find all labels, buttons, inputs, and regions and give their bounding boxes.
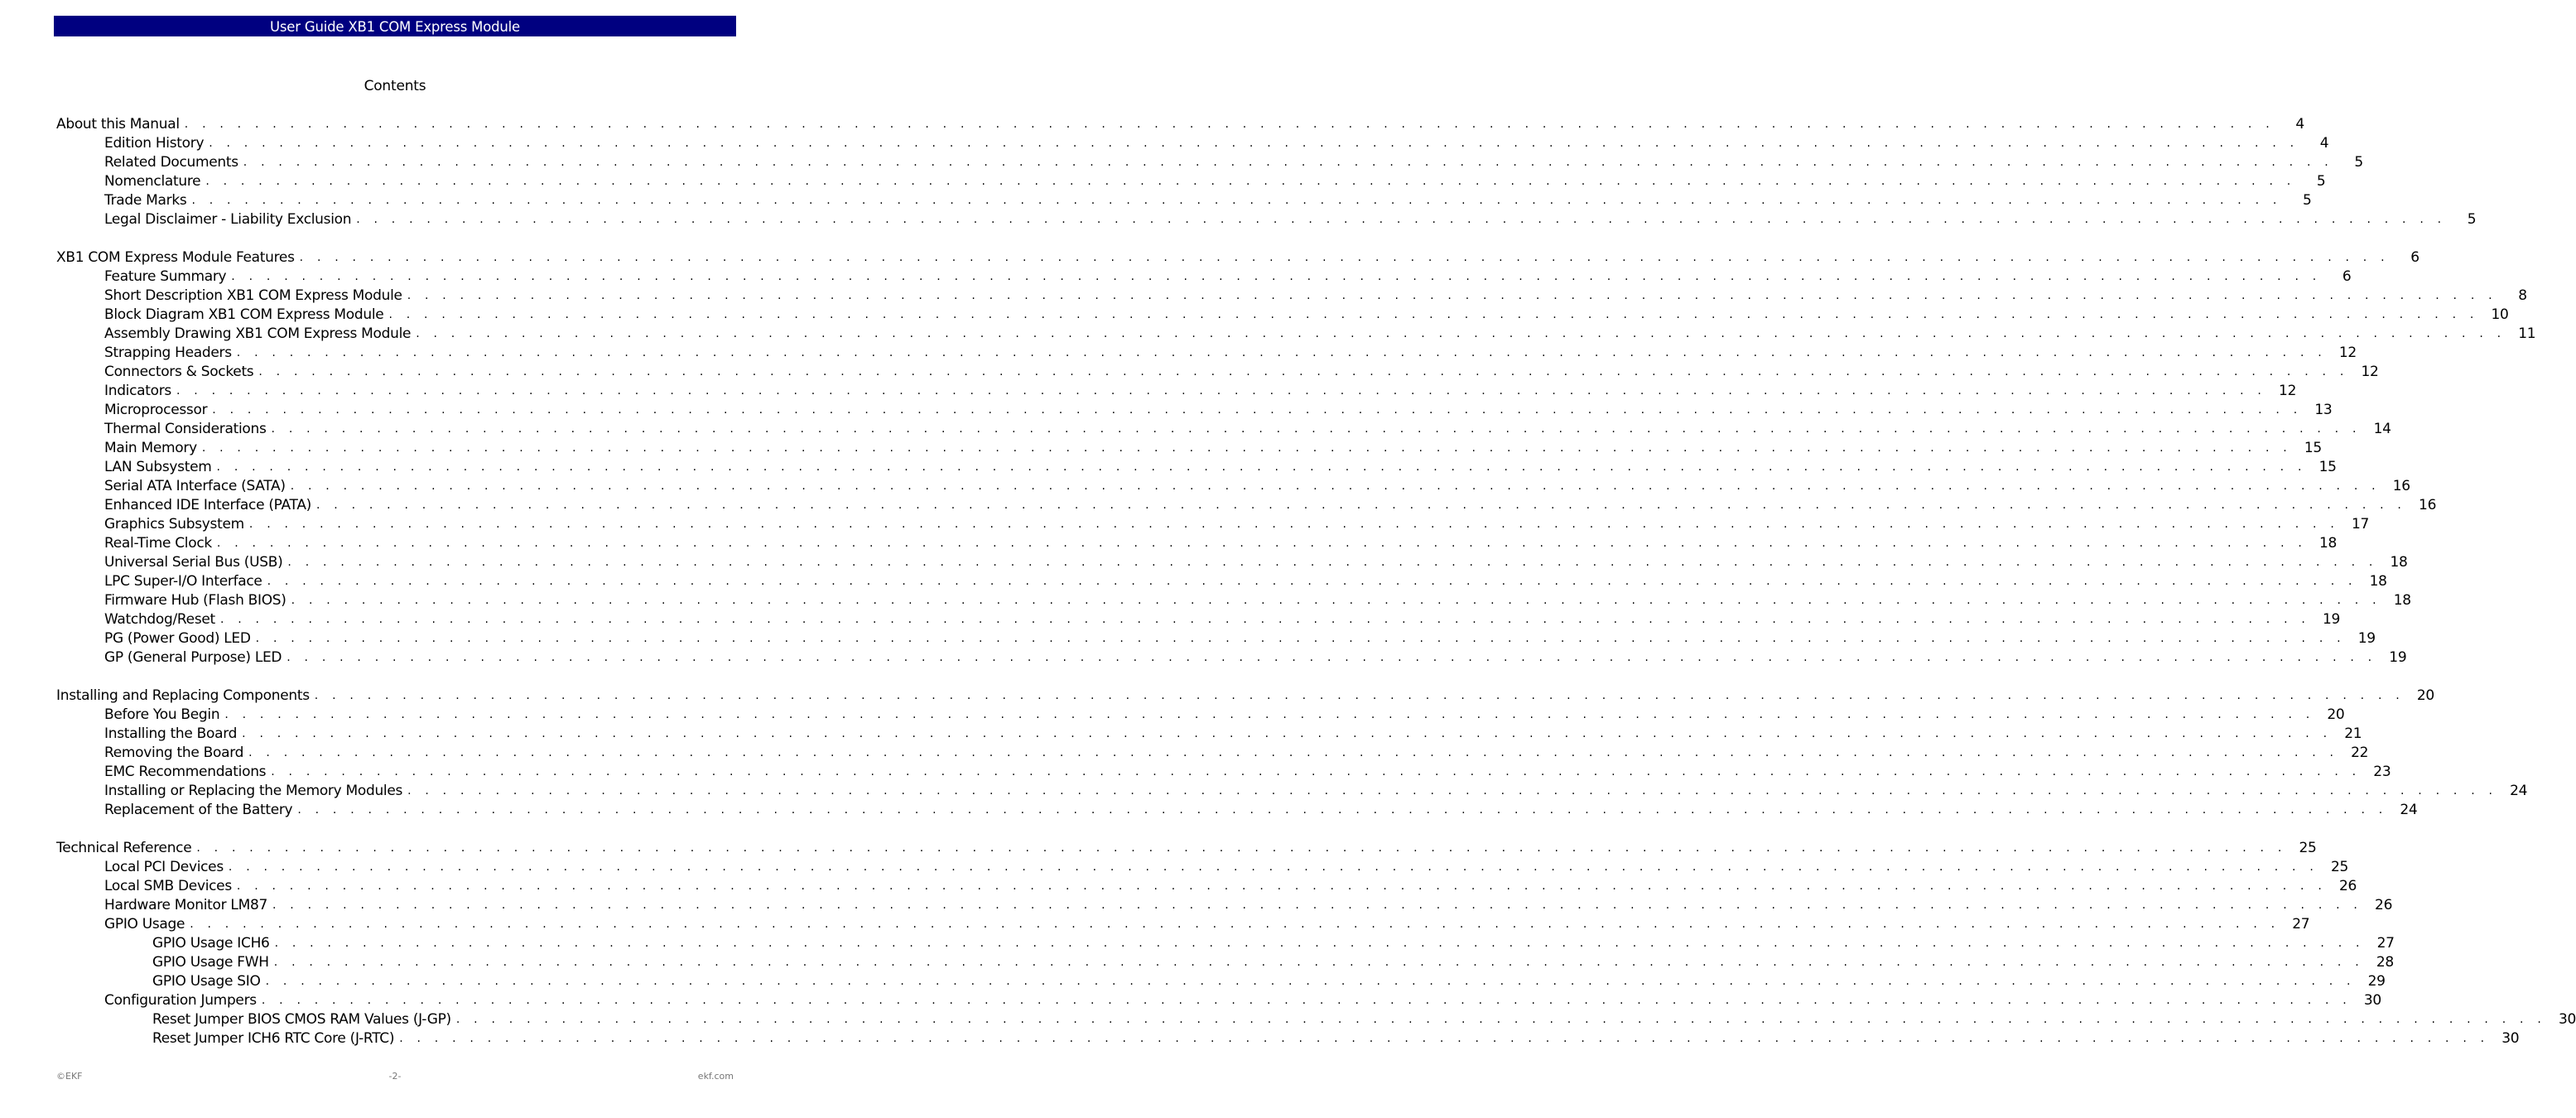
toc-entry[interactable] xyxy=(104,210,2477,229)
toc-entry-page: 20 xyxy=(2327,706,2345,723)
toc-entry[interactable] xyxy=(152,934,2395,953)
toc-entry-page: 27 xyxy=(2376,935,2395,952)
toc-entry-label: Enhanced IDE Interface (PATA) xyxy=(104,497,311,513)
toc-entry-label: Main Memory xyxy=(104,440,197,456)
toc-entry-page: 6 xyxy=(2410,249,2420,266)
toc-entry[interactable] xyxy=(104,782,2528,801)
toc-leader-dots: . . . . . . . . . . . . . . . . . . . . . . . . . . . . . . . . . . . . . . . . . . . . . . . . . . . . . . . . . . . . . . . . . . . . . . . . . . . . . . . . . . . . . . . . . . . . . . . . . . . . . . . . . . . . . . . . . . . . . . . xyxy=(209,137,2299,150)
toc-entry-page: 5 xyxy=(2303,192,2312,209)
toc-entry[interactable] xyxy=(104,382,2297,401)
toc-entry-label: Assembly Drawing XB1 COM Express Module xyxy=(104,325,412,342)
toc-entry-page: 16 xyxy=(2419,497,2437,513)
toc-entry[interactable] xyxy=(104,477,2410,496)
toc-entry-label: Local PCI Devices xyxy=(104,859,224,875)
toc-entry-label: Block Diagram XB1 COM Express Module xyxy=(104,306,384,323)
toc-leader-dots: . . . . . . . . . . . . . . . . . . . . . . . . . . . . . . . . . . . . . . . . . . . . . . . . . . . . . . . . . . . . . . . . . . . . . . . . . . . . . . . . . . . . . . . . . . . . . . . . . . . . . . . . . . . . . . . . . . . . . . . xyxy=(201,441,2292,455)
toc-entry[interactable] xyxy=(104,267,2352,287)
toc-leader-dots: . . . . . . . . . . . . . . . . . . . . . . . . . . . . . . . . . . . . . . . . . . . . . . . . . . . . . . . . . . . . . . . . . . . . . . . . . . . . . . . . . . . . . . . . . . . . . . . . . . . . . . . . . . . . . . . . . . . . . . . xyxy=(271,422,2362,436)
toc-entry-label: Trade Marks xyxy=(104,192,187,209)
toc-entry-label: Technical Reference xyxy=(56,840,192,856)
toc-leader-dots: . . . . . . . . . . . . . . . . . . . . . . . . . . . . . . . . . . . . . . . . . . . . . . . . . . . . . . . . . . . . . . . . . . . . . . . . . . . . . . . . . . . . . . . . . . . . . . . . . . . . . . . . . . . . . . . . . . . . . . . xyxy=(290,479,2381,493)
toc-entry-page: 13 xyxy=(2314,402,2333,418)
toc-leader-dots: . . . . . . . . . . . . . . . . . . . . . . . . . . . . . . . . . . . . . . . . . . . . . . . . . . . . . . . . . . . . . . . . . . . . . . . . . . . . . . . . . . . . . . . . . . . . . . . . . . . . . . . . . . . . . . . . . . . . . . . xyxy=(287,556,2378,569)
toc-entry[interactable] xyxy=(104,991,2381,1010)
toc-entry-page: 30 xyxy=(2363,992,2381,1009)
toc-entry[interactable] xyxy=(104,325,2536,344)
footer-website: ekf.com xyxy=(697,1071,734,1082)
toc-entry[interactable] xyxy=(104,763,2391,782)
toc-leader-dots: . . . . . . . . . . . . . . . . . . . . . . . . . . . . . . . . . . . . . . . . . . . . . . . . . . . . . . . . . . . . . . . . . . . . . . . . . . . . . . . . . . . . . . . . . . . . . . . . . . . . . . . . . . . . . . . . . . . . . . . xyxy=(261,994,2352,1007)
toc-entry[interactable] xyxy=(104,610,2341,629)
toc-entry-label: XB1 COM Express Module Features xyxy=(56,249,295,266)
toc-entry-label: Before You Begin xyxy=(104,706,220,723)
toc-entry-page: 30 xyxy=(2501,1030,2520,1047)
toc-entry-label: Serial ATA Interface (SATA) xyxy=(104,478,286,494)
contents-heading: Contents xyxy=(364,78,426,94)
toc-entry-label: Connectors & Sockets xyxy=(104,364,254,380)
toc-entry-label: Installing and Replacing Components xyxy=(56,687,310,704)
toc-entry-page: 28 xyxy=(2376,954,2394,971)
toc-entry-page: 26 xyxy=(2375,897,2393,913)
toc-leader-dots: . . . . . . . . . . . . . . . . . . . . . . . . . . . . . . . . . . . . . . . . . . . . . . . . . . . . . . . . . . . . . . . . . . . . . . . . . . . . . . . . . . . . . . . . . . . . . . . . . . . . . . . . . . . . . . . . . . . . . . . xyxy=(196,841,2287,855)
toc-entry[interactable] xyxy=(104,915,2310,934)
toc-entry[interactable] xyxy=(104,515,2370,534)
toc-entry[interactable] xyxy=(104,153,2363,172)
toc-entry-label: Thermal Considerations xyxy=(104,421,267,437)
toc-entry[interactable] xyxy=(104,725,2362,744)
toc-entry[interactable] xyxy=(56,839,2317,858)
toc-entry-page: 29 xyxy=(2367,973,2386,990)
toc-entry-label: GPIO Usage xyxy=(104,916,185,932)
toc-entry-page: 16 xyxy=(2392,478,2410,494)
toc-leader-dots: . . . . . . . . . . . . . . . . . . . . . . . . . . . . . . . . . . . . . . . . . . . . . . . . . . . . . . . . . . . . . . . . . . . . . . . . . . . . . . . . . . . . . . . . . . . . . . . . . . . . . . . . . . . . . . . . . . . . . . . xyxy=(273,956,2364,969)
toc-entry-page: 18 xyxy=(2393,592,2411,609)
toc-entry-page: 18 xyxy=(2369,573,2387,590)
toc-entry-label: Feature Summary xyxy=(104,268,227,285)
toc-entry[interactable] xyxy=(104,420,2391,439)
toc-entry-page: 22 xyxy=(2351,745,2369,761)
toc-entry[interactable] xyxy=(104,344,2357,363)
toc-entry-label: Hardware Monitor LM87 xyxy=(104,897,267,913)
toc-leader-dots: . . . . . . . . . . . . . . . . . . . . . . . . . . . . . . . . . . . . . . . . . . . . . . . . . . . . . . . . . . . . . . . . . . . . . . . . . . . . . . . . . . . . . . . . . . . . . . . . . . . . . . . . . . . . . . . . . . . . . . . xyxy=(267,575,2357,588)
toc-entry-label: Watchdog/Reset xyxy=(104,611,215,628)
toc-entry-page: 17 xyxy=(2351,516,2370,532)
toc-leader-dots: . . . . . . . . . . . . . . . . . . . . . . . . . . . . . . . . . . . . . . . . . . . . . . . . . . . . . . . . . . . . . . . . . . . . . . . . . . . . . . . . . . . . . . . . . . . . . . . . . . . . . . . . . . . . . . . . . . . . . . . xyxy=(274,937,2365,950)
toc-leader-dots: . . . . . . . . . . . . . . . . . . . . . . . . . . . . . . . . . . . . . . . . . . . . . . . . . . . . . . . . . . . . . . . . . . . . . . . . . . . . . . . . . . . . . . . . . . . . . . . . . . . . . . . . . . . . . . . . . . . . . . . xyxy=(314,689,2405,702)
toc-entry[interactable] xyxy=(104,287,2527,306)
toc-entry[interactable] xyxy=(104,191,2312,210)
toc-entry-page: 18 xyxy=(2390,554,2408,571)
footer-copyright: ©EKF xyxy=(56,1071,83,1082)
toc-leader-dots: . . . . . . . . . . . . . . . . . . . . . . . . . . . . . . . . . . . . . . . . . . . . . . . . . . . . . . . . . . . . . . . . . . . . . . . . . . . . . . . . . . . . . . . . . . . . . . . . . . . . . . . . . . . . . . . . . . . . . . . xyxy=(399,1032,2490,1045)
toc-leader-dots: . . . . . . . . . . . . . . . . . . . . . . . . . . . . . . . . . . . . . . . . . . . . . . . . . . . . . . . . . . . . . . . . . . . . . . . . . . . . . . . . . . . . . . . . . . . . . . . . . . . . . . . . . . . . . . . . . . . . . . . xyxy=(407,289,2497,302)
toc-entry-page: 12 xyxy=(2338,345,2357,361)
toc-leader-dots: . . . . . . . . . . . . . . . . . . . . . . . . . . . . . . . . . . . . . . . . . . . . . . . . . . . . . . . . . . . . . . . . . . . . . . . . . . . . . . . . . . . . . . . . . . . . . . . . . . . . . . . . . . . . . . . . . . . . . . . xyxy=(315,499,2407,512)
toc-leader-dots: . . . . . . . . . . . . . . . . . . . . . . . . . . . . . . . . . . . . . . . . . . . . . . . . . . . . . . . . . . . . . . . . . . . . . . . . . . . . . . . . . . . . . . . . . . . . . . . . . . . . . . . . . . . . . . . . . . . . . . . xyxy=(228,860,2319,874)
toc-leader-dots: . . . . . . . . . . . . . . . . . . . . . . . . . . . . . . . . . . . . . . . . . . . . . . . . . . . . . . . . . . . . . . . . . . . . . . . . . . . . . . . . . . . . . . . . . . . . . . . . . . . . . . . . . . . . . . . . . . . . . . . xyxy=(242,727,2333,740)
toc-entry[interactable] xyxy=(104,401,2333,420)
toc-entry-label: LPC Super-I/O Interface xyxy=(104,573,262,590)
toc-entry[interactable] xyxy=(104,877,2357,896)
toc-entry-label: Indicators xyxy=(104,383,171,399)
toc-entry[interactable] xyxy=(104,896,2393,915)
toc-leader-dots: . . . . . . . . . . . . . . . . . . . . . . . . . . . . . . . . . . . . . . . . . . . . . . . . . . . . . . . . . . . . . . . . . . . . . . . . . . . . . . . . . . . . . . . . . . . . . . . . . . . . . . . . . . . . . . . . . . . . . . . xyxy=(286,651,2377,664)
toc-entry-label: Graphics Subsystem xyxy=(104,516,244,532)
toc-entry[interactable] xyxy=(56,115,2304,134)
toc-entry-page: 24 xyxy=(2510,783,2528,799)
toc-entry-label: Short Description XB1 COM Express Module xyxy=(104,287,402,304)
toc-entry-label: Reset Jumper ICH6 RTC Core (J-RTC) xyxy=(152,1030,395,1047)
toc-entry-page: 19 xyxy=(2357,630,2376,647)
toc-leader-dots: . . . . . . . . . . . . . . . . . . . . . . . . . . . . . . . . . . . . . . . . . . . . . . . . . . . . . . . . . . . . . . . . . . . . . . . . . . . . . . . . . . . . . . . . . . . . . . . . . . . . . . . . . . . . . . . . . . . . . . . xyxy=(236,879,2327,893)
toc-entry-label: Microprocessor xyxy=(104,402,208,418)
toc-entry-page: 27 xyxy=(2292,916,2310,932)
toc-leader-dots: . . . . . . . . . . . . . . . . . . . . . . . . . . . . . . . . . . . . . . . . . . . . . . . . . . . . . . . . . . . . . . . . . . . . . . . . . . . . . . . . . . . . . . . . . . . . . . . . . . . . . . . . . . . . . . . . . . . . . . . xyxy=(356,213,2447,226)
toc-leader-dots: . . . . . . . . . . . . . . . . . . . . . . . . . . . . . . . . . . . . . . . . . . . . . . . . . . . . . . . . . . . . . . . . . . . . . . . . . . . . . . . . . . . . . . . . . . . . . . . . . . . . . . . . . . . . . . . . . . . . . . . xyxy=(236,346,2327,359)
toc-entry-label: Reset Jumper BIOS CMOS RAM Values (J-GP) xyxy=(152,1011,451,1028)
toc-entry-page: 8 xyxy=(2518,287,2527,304)
toc-entry[interactable] xyxy=(104,458,2337,477)
toc-leader-dots: . . . . . . . . . . . . . . . . . . . . . . . . . . . . . . . . . . . . . . . . . . . . . . . . . . . . . . . . . . . . . . . . . . . . . . . . . . . . . . . . . . . . . . . . . . . . . . . . . . . . . . . . . . . . . . . . . . . . . . . xyxy=(184,118,2275,131)
toc-entry[interactable] xyxy=(104,496,2437,515)
toc-entry-page: 21 xyxy=(2344,725,2362,742)
toc-entry-label: LAN Subsystem xyxy=(104,459,212,475)
toc-entry-label: PG (Power Good) LED xyxy=(104,630,251,647)
toc-entry-page: 26 xyxy=(2338,878,2357,894)
toc-entry-page: 20 xyxy=(2416,687,2434,704)
footer-page-number: -2- xyxy=(388,1071,402,1082)
toc-entry[interactable] xyxy=(104,553,2408,572)
toc-entry[interactable] xyxy=(104,744,2369,763)
toc-entry[interactable] xyxy=(104,591,2411,610)
toc-leader-dots: . . . . . . . . . . . . . . . . . . . . . . . . . . . . . . . . . . . . . . . . . . . . . . . . . . . . . . . . . . . . . . . . . . . . . . . . . . . . . . . . . . . . . . . . . . . . . . . . . . . . . . . . . . . . . . . . . . . . . . . xyxy=(191,194,2282,207)
toc-entry[interactable] xyxy=(104,629,2376,648)
toc-leader-dots: . . . . . . . . . . . . . . . . . . . . . . . . . . . . . . . . . . . . . . . . . . . . . . . . . . . . . . . . . . . . . . . . . . . . . . . . . . . . . . . . . . . . . . . . . . . . . . . . . . . . . . . . . . . . . . . . . . . . . . . xyxy=(297,803,2388,817)
toc-entry-page: 4 xyxy=(2319,135,2329,152)
toc-entry-page: 15 xyxy=(2304,440,2322,456)
toc-entry-page: 10 xyxy=(2491,306,2509,323)
toc-leader-dots: . . . . . . . . . . . . . . . . . . . . . . . . . . . . . . . . . . . . . . . . . . . . . . . . . . . . . . . . . . . . . . . . . . . . . . . . . . . . . . . . . . . . . . . . . . . . . . . . . . . . . . . . . . . . . . . . . . . . . . . xyxy=(248,746,2339,759)
toc-leader-dots: . . . . . . . . . . . . . . . . . . . . . . . . . . . . . . . . . . . . . . . . . . . . . . . . . . . . . . . . . . . . . . . . . . . . . . . . . . . . . . . . . . . . . . . . . . . . . . . . . . . . . . . . . . . . . . . . . . . . . . . xyxy=(216,460,2307,474)
toc-entry-page: 19 xyxy=(2323,611,2341,628)
toc-entry[interactable] xyxy=(104,439,2322,458)
toc-entry-label: Installing the Board xyxy=(104,725,238,742)
toc-leader-dots: . . . . . . . . . . . . . . . . . . . . . . . . . . . . . . . . . . . . . . . . . . . . . . . . . . . . . . . . . . . . . . . . . . . . . . . . . . . . . . . . . . . . . . . . . . . . . . . . . . . . . . . . . . . . . . . . . . . . . . . xyxy=(416,327,2506,340)
toc-entry-label: Real-Time Clock xyxy=(104,535,212,552)
toc-entry-page: 5 xyxy=(2354,154,2363,171)
toc-entry[interactable] xyxy=(104,648,2407,667)
toc-entry-page: 5 xyxy=(2316,173,2326,190)
toc-entry-label: Firmware Hub (Flash BIOS) xyxy=(104,592,286,609)
toc-entry[interactable] xyxy=(104,534,2338,553)
toc-entry-page: 4 xyxy=(2295,116,2304,133)
toc-entry-label: Configuration Jumpers xyxy=(104,992,257,1009)
toc-leader-dots: . . . . . . . . . . . . . . . . . . . . . . . . . . . . . . . . . . . . . . . . . . . . . . . . . . . . . . . . . . . . . . . . . . . . . . . . . . . . . . . . . . . . . . . . . . . . . . . . . . . . . . . . . . . . . . . . . . . . . . . xyxy=(176,384,2267,398)
toc-entry-label: Legal Disclaimer - Liability Exclusion xyxy=(104,211,352,228)
toc-leader-dots: . . . . . . . . . . . . . . . . . . . . . . . . . . . . . . . . . . . . . . . . . . . . . . . . . . . . . . . . . . . . . . . . . . . . . . . . . . . . . . . . . . . . . . . . . . . . . . . . . . . . . . . . . . . . . . . . . . . . . . . xyxy=(291,594,2381,607)
toc-entry[interactable] xyxy=(152,1010,2576,1029)
toc-entry-label: About this Manual xyxy=(56,116,180,133)
toc-entry[interactable] xyxy=(104,801,2418,820)
toc-entry-label: Local SMB Devices xyxy=(104,878,232,894)
header-title: User Guide XB1 COM Express Module xyxy=(270,19,520,35)
toc-entry-label: Related Documents xyxy=(104,154,238,171)
toc-leader-dots: . . . . . . . . . . . . . . . . . . . . . . . . . . . . . . . . . . . . . . . . . . . . . . . . . . . . . . . . . . . . . . . . . . . . . . . . . . . . . . . . . . . . . . . . . . . . . . . . . . . . . . . . . . . . . . . . . . . . . . . xyxy=(216,537,2308,550)
toc-entry-page: 24 xyxy=(2400,802,2418,818)
toc-leader-dots: . . . . . . . . . . . . . . . . . . . . . . . . . . . . . . . . . . . . . . . . . . . . . . . . . . . . . . . . . . . . . . . . . . . . . . . . . . . . . . . . . . . . . . . . . . . . . . . . . . . . . . . . . . . . . . . . . . . . . . . xyxy=(255,632,2346,645)
toc-entry-page: 6 xyxy=(2342,268,2352,285)
toc-entry-label: GPIO Usage ICH6 xyxy=(152,935,270,952)
toc-entry-page: 18 xyxy=(2318,535,2338,552)
toc-entry[interactable] xyxy=(104,306,2509,325)
toc-entry-label: Universal Serial Bus (USB) xyxy=(104,554,283,571)
toc-entry-page: 12 xyxy=(2361,364,2379,380)
toc-entry[interactable] xyxy=(104,706,2345,725)
toc-leader-dots: . . . . . . . . . . . . . . . . . . . . . . . . . . . . . . . . . . . . . . . . . . . . . . . . . . . . . . . . . . . . . . . . . . . . . . . . . . . . . . . . . . . . . . . . . . . . . . . . . . . . . . . . . . . . . . . . . . . . . . . xyxy=(299,251,2390,264)
toc-leader-dots: . . . . . . . . . . . . . . . . . . . . . . . . . . . . . . . . . . . . . . . . . . . . . . . . . . . . . . . . . . . . . . . . . . . . . . . . . . . . . . . . . . . . . . . . . . . . . . . . . . . . . . . . . . . . . . . . . . . . . . . xyxy=(212,403,2303,417)
toc-leader-dots: . . . . . . . . . . . . . . . . . . . . . . . . . . . . . . . . . . . . . . . . . . . . . . . . . . . . . . . . . . . . . . . . . . . . . . . . . . . . . . . . . . . . . . . . . . . . . . . . . . . . . . . . . . . . . . . . . . . . . . . xyxy=(190,918,2280,931)
toc-entry-page: 15 xyxy=(2318,459,2337,475)
toc-entry[interactable] xyxy=(104,172,2326,191)
toc-leader-dots: . . . . . . . . . . . . . . . . . . . . . . . . . . . . . . . . . . . . . . . . . . . . . . . . . . . . . . . . . . . . . . . . . . . . . . . . . . . . . . . . . . . . . . . . . . . . . . . . . . . . . . . . . . . . . . . . . . . . . . . xyxy=(272,899,2363,912)
toc-leader-dots: . . . . . . . . . . . . . . . . . . . . . . . . . . . . . . . . . . . . . . . . . . . . . . . . . . . . . . . . . . . . . . . . . . . . . . . . . . . . . . . . . . . . . . . . . . . . . . . . . . . . . . . . . . . . . . . . . . . . . . . xyxy=(265,975,2356,988)
toc-entry-label: EMC Recommendations xyxy=(104,764,267,780)
toc-leader-dots: . . . . . . . . . . . . . . . . . . . . . . . . . . . . . . . . . . . . . . . . . . . . . . . . . . . . . . . . . . . . . . . . . . . . . . . . . . . . . . . . . . . . . . . . . . . . . . . . . . . . . . . . . . . . . . . . . . . . . . . xyxy=(455,1013,2546,1026)
toc-leader-dots: . . . . . . . . . . . . . . . . . . . . . . . . . . . . . . . . . . . . . . . . . . . . . . . . . . . . . . . . . . . . . . . . . . . . . . . . . . . . . . . . . . . . . . . . . . . . . . . . . . . . . . . . . . . . . . . . . . . . . . . xyxy=(248,518,2340,531)
toc-leader-dots: . . . . . . . . . . . . . . . . . . . . . . . . . . . . . . . . . . . . . . . . . . . . . . . . . . . . . . . . . . . . . . . . . . . . . . . . . . . . . . . . . . . . . . . . . . . . . . . . . . . . . . . . . . . . . . . . . . . . . . . xyxy=(243,156,2333,169)
toc-entry[interactable] xyxy=(152,953,2394,972)
toc-entry[interactable] xyxy=(104,572,2387,591)
toc-entry-page: 5 xyxy=(2467,211,2477,228)
toc-entry-page: 19 xyxy=(2389,649,2407,666)
toc-entry-label: Replacement of the Battery xyxy=(104,802,293,818)
toc-entry[interactable] xyxy=(152,1029,2520,1048)
toc-entry-page: 23 xyxy=(2373,764,2391,780)
toc-entry[interactable] xyxy=(104,134,2329,153)
toc-entry[interactable] xyxy=(104,363,2379,382)
toc-entry-label: GP (General Purpose) LED xyxy=(104,649,282,666)
toc-leader-dots: . . . . . . . . . . . . . . . . . . . . . . . . . . . . . . . . . . . . . . . . . . . . . . . . . . . . . . . . . . . . . . . . . . . . . . . . . . . . . . . . . . . . . . . . . . . . . . . . . . . . . . . . . . . . . . . . . . . . . . . xyxy=(407,784,2498,798)
toc-entry-page: 12 xyxy=(2279,383,2297,399)
toc-entry-page: 14 xyxy=(2373,421,2391,437)
toc-entry-page: 25 xyxy=(2330,859,2349,875)
toc-entry[interactable] xyxy=(104,858,2349,877)
toc-entry[interactable] xyxy=(56,248,2420,267)
toc-entry[interactable] xyxy=(56,687,2434,706)
toc-leader-dots: . . . . . . . . . . . . . . . . . . . . . . . . . . . . . . . . . . . . . . . . . . . . . . . . . . . . . . . . . . . . . . . . . . . . . . . . . . . . . . . . . . . . . . . . . . . . . . . . . . . . . . . . . . . . . . . . . . . . . . . xyxy=(258,365,2349,378)
toc-leader-dots: . . . . . . . . . . . . . . . . . . . . . . . . . . . . . . . . . . . . . . . . . . . . . . . . . . . . . . . . . . . . . . . . . . . . . . . . . . . . . . . . . . . . . . . . . . . . . . . . . . . . . . . . . . . . . . . . . . . . . . . xyxy=(219,613,2311,626)
toc-entry-label: GPIO Usage SIO xyxy=(152,973,261,990)
toc-leader-dots: . . . . . . . . . . . . . . . . . . . . . . . . . . . . . . . . . . . . . . . . . . . . . . . . . . . . . . . . . . . . . . . . . . . . . . . . . . . . . . . . . . . . . . . . . . . . . . . . . . . . . . . . . . . . . . . . . . . . . . . xyxy=(205,175,2296,188)
toc-entry-label: Edition History xyxy=(104,135,205,152)
toc-entry-page: 25 xyxy=(2299,840,2317,856)
toc-entry-label: GPIO Usage FWH xyxy=(152,954,269,971)
toc-entry-label: Installing or Replacing the Memory Modules xyxy=(104,783,403,799)
toc-entry-label: Nomenclature xyxy=(104,173,201,190)
toc-entry-page: 11 xyxy=(2518,325,2536,342)
toc-entry[interactable] xyxy=(152,972,2386,991)
toc-leader-dots: . . . . . . . . . . . . . . . . . . . . . . . . . . . . . . . . . . . . . . . . . . . . . . . . . . . . . . . . . . . . . . . . . . . . . . . . . . . . . . . . . . . . . . . . . . . . . . . . . . . . . . . . . . . . . . . . . . . . . . . xyxy=(388,308,2479,321)
toc-entry-page: 30 xyxy=(2558,1011,2576,1028)
toc-leader-dots: . . . . . . . . . . . . . . . . . . . . . . . . . . . . . . . . . . . . . . . . . . . . . . . . . . . . . . . . . . . . . . . . . . . . . . . . . . . . . . . . . . . . . . . . . . . . . . . . . . . . . . . . . . . . . . . . . . . . . . . xyxy=(271,765,2362,778)
document-header xyxy=(54,16,736,36)
toc-entry-label: Strapping Headers xyxy=(104,345,232,361)
toc-entry-label: Removing the Board xyxy=(104,745,244,761)
toc-leader-dots: . . . . . . . . . . . . . . . . . . . . . . . . . . . . . . . . . . . . . . . . . . . . . . . . . . . . . . . . . . . . . . . . . . . . . . . . . . . . . . . . . . . . . . . . . . . . . . . . . . . . . . . . . . . . . . . . . . . . . . . xyxy=(231,270,2322,283)
toc-leader-dots: . . . . . . . . . . . . . . . . . . . . . . . . . . . . . . . . . . . . . . . . . . . . . . . . . . . . . . . . . . . . . . . . . . . . . . . . . . . . . . . . . . . . . . . . . . . . . . . . . . . . . . . . . . . . . . . . . . . . . . . xyxy=(224,708,2315,721)
